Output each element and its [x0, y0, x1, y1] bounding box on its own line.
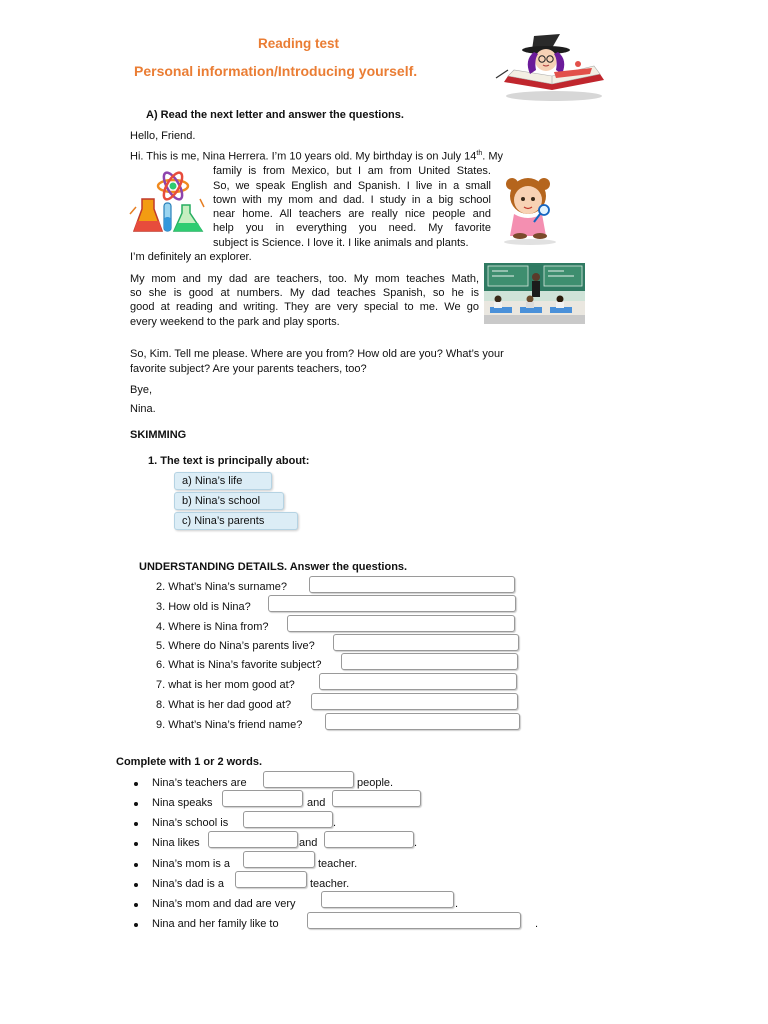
- letter-p1-line7: subject is Science. I love it. I like animals and plants.: [213, 237, 469, 249]
- bullet: [134, 842, 138, 846]
- section-a-heading: A) Read the next letter and answer the questions.: [146, 109, 404, 121]
- complete-item-8-text: Nina and her family like to: [152, 918, 279, 930]
- option-b[interactable]: [174, 492, 284, 510]
- letter-p1-last: I’m definitely an explorer.: [130, 251, 252, 263]
- letter-p3-line1: So, Kim. Tell me please. Where are you from? How old are you? What’s your: [130, 348, 504, 360]
- letter-p1-line6: help you in everything you need. My favorite: [213, 222, 491, 234]
- bullet: [134, 822, 138, 826]
- bullet: [134, 923, 138, 927]
- letter-p2-line1: My mom and my dad are teachers, too. My mom teaches Math,: [130, 273, 479, 285]
- letter-signature: Nina.: [130, 403, 156, 415]
- complete-item-5-text: Nina’s mom is a: [152, 858, 231, 870]
- complete-heading: Complete with 1 or 2 words.: [116, 756, 263, 768]
- reading-witch-icon: [494, 30, 612, 102]
- letter-p1-line2: family is from Mexico, but I am from United States.: [213, 165, 491, 177]
- girl-with-magnifier-icon: [500, 172, 562, 246]
- bullet: [134, 863, 138, 867]
- complete-item-5-post: teacher.: [318, 858, 358, 870]
- complete-item-1-text: Nina’s teachers are: [152, 777, 247, 789]
- classroom-photo: [484, 263, 585, 324]
- blank-speaks-1[interactable]: [222, 790, 303, 807]
- complete-item-4-post: .: [414, 837, 418, 849]
- bullet: [134, 883, 138, 887]
- complete-item-3-post: .: [333, 817, 337, 829]
- blank-school-is[interactable]: [243, 811, 333, 828]
- letter-greeting: Hello, Friend.: [130, 130, 196, 142]
- answer-field-origin[interactable]: [287, 615, 515, 632]
- letter-closing: Bye,: [130, 384, 153, 396]
- detail-question-5: 5. Where do Nina’s parents live?: [156, 640, 315, 652]
- letter-p3-line2: favorite subject? Are your parents teachers, too?: [130, 363, 367, 375]
- skimming-question: 1. The text is principally about:: [148, 455, 310, 467]
- letter-p2-line3: good at reading and writing. They are very special to me. We go: [130, 301, 479, 313]
- skimming-heading: SKIMMING: [130, 429, 187, 441]
- complete-item-6-text: Nina’s dad is a: [152, 878, 224, 890]
- complete-item-7-text: Nina’s mom and dad are very: [152, 898, 296, 910]
- letter-p1-line4: town with my mom and dad. I study in a big school: [213, 194, 491, 206]
- letter-p1-line5: near home. All teachers are really nice people and: [213, 208, 491, 220]
- detail-question-2: 2. What’s Nina’s surname?: [156, 581, 288, 593]
- letter-p1-line1: Hi. This is me, Nina Herrera. I’m 10 years old. My birthday is on July 14th. My: [130, 150, 504, 163]
- complete-item-7-post: .: [455, 898, 459, 910]
- option-a-label: a) Nina’s life: [182, 475, 243, 487]
- answer-field-parents-live[interactable]: [333, 634, 519, 651]
- bullet: [134, 782, 138, 786]
- blank-likes-1[interactable]: [208, 831, 298, 848]
- science-lab-icon: [128, 169, 208, 239]
- complete-item-4-mid: and: [299, 837, 318, 849]
- option-c[interactable]: [174, 512, 298, 530]
- blank-mom-and-dad-are-very[interactable]: [321, 891, 454, 908]
- letter-p1-line3: So, we speak English and Spanish. I live in a small: [213, 180, 491, 192]
- detail-question-7: 7. what is her mom good at?: [156, 679, 295, 691]
- option-a[interactable]: [174, 472, 272, 490]
- letter-p2-line4: every weekend to the park and play sports.: [130, 316, 340, 328]
- details-heading: UNDERSTANDING DETAILS. Answer the questions.: [139, 561, 408, 573]
- blank-likes-2[interactable]: [324, 831, 414, 848]
- page-subtitle: Personal information/Introducing yourself.: [134, 63, 418, 79]
- detail-question-8: 8. What is her dad good at?: [156, 699, 292, 711]
- bullet: [134, 802, 138, 806]
- blank-dad-is-a[interactable]: [235, 871, 307, 888]
- bullet: [134, 903, 138, 907]
- detail-question-9: 9. What’s Nina’s friend name?: [156, 719, 303, 731]
- blank-family-like-to[interactable]: [307, 912, 521, 929]
- answer-field-age[interactable]: [268, 595, 516, 612]
- answer-field-favorite-subject[interactable]: [341, 653, 518, 670]
- blank-mom-is-a[interactable]: [243, 851, 315, 868]
- answer-field-dad-good-at[interactable]: [311, 693, 518, 710]
- detail-question-3: 3. How old is Nina?: [156, 601, 251, 613]
- complete-item-6-post: teacher.: [310, 878, 350, 890]
- blank-speaks-2[interactable]: [332, 790, 421, 807]
- detail-question-6: 6. What is Nina’s favorite subject?: [156, 659, 322, 671]
- complete-item-2-text: Nina speaks: [152, 797, 213, 809]
- option-b-label: b) Nina’s school: [182, 495, 261, 507]
- blank-teachers-are[interactable]: [263, 771, 354, 788]
- complete-item-1-post: people.: [357, 777, 394, 789]
- answer-field-surname[interactable]: [309, 576, 515, 593]
- answer-field-mom-good-at[interactable]: [319, 673, 517, 690]
- letter-p2-line2: so she is good at numbers. My dad teaches Spanish, so he is: [130, 287, 479, 299]
- complete-item-4-text: Nina likes: [152, 837, 200, 849]
- option-c-label: c) Nina’s parents: [182, 515, 265, 527]
- complete-item-3-text: Nina’s school is: [152, 817, 229, 829]
- complete-item-8-post: .: [535, 918, 539, 930]
- complete-item-2-mid: and: [307, 797, 326, 809]
- answer-field-friend-name[interactable]: [325, 713, 520, 730]
- detail-question-4: 4. Where is Nina from?: [156, 621, 269, 633]
- page-title: Reading test: [258, 36, 340, 51]
